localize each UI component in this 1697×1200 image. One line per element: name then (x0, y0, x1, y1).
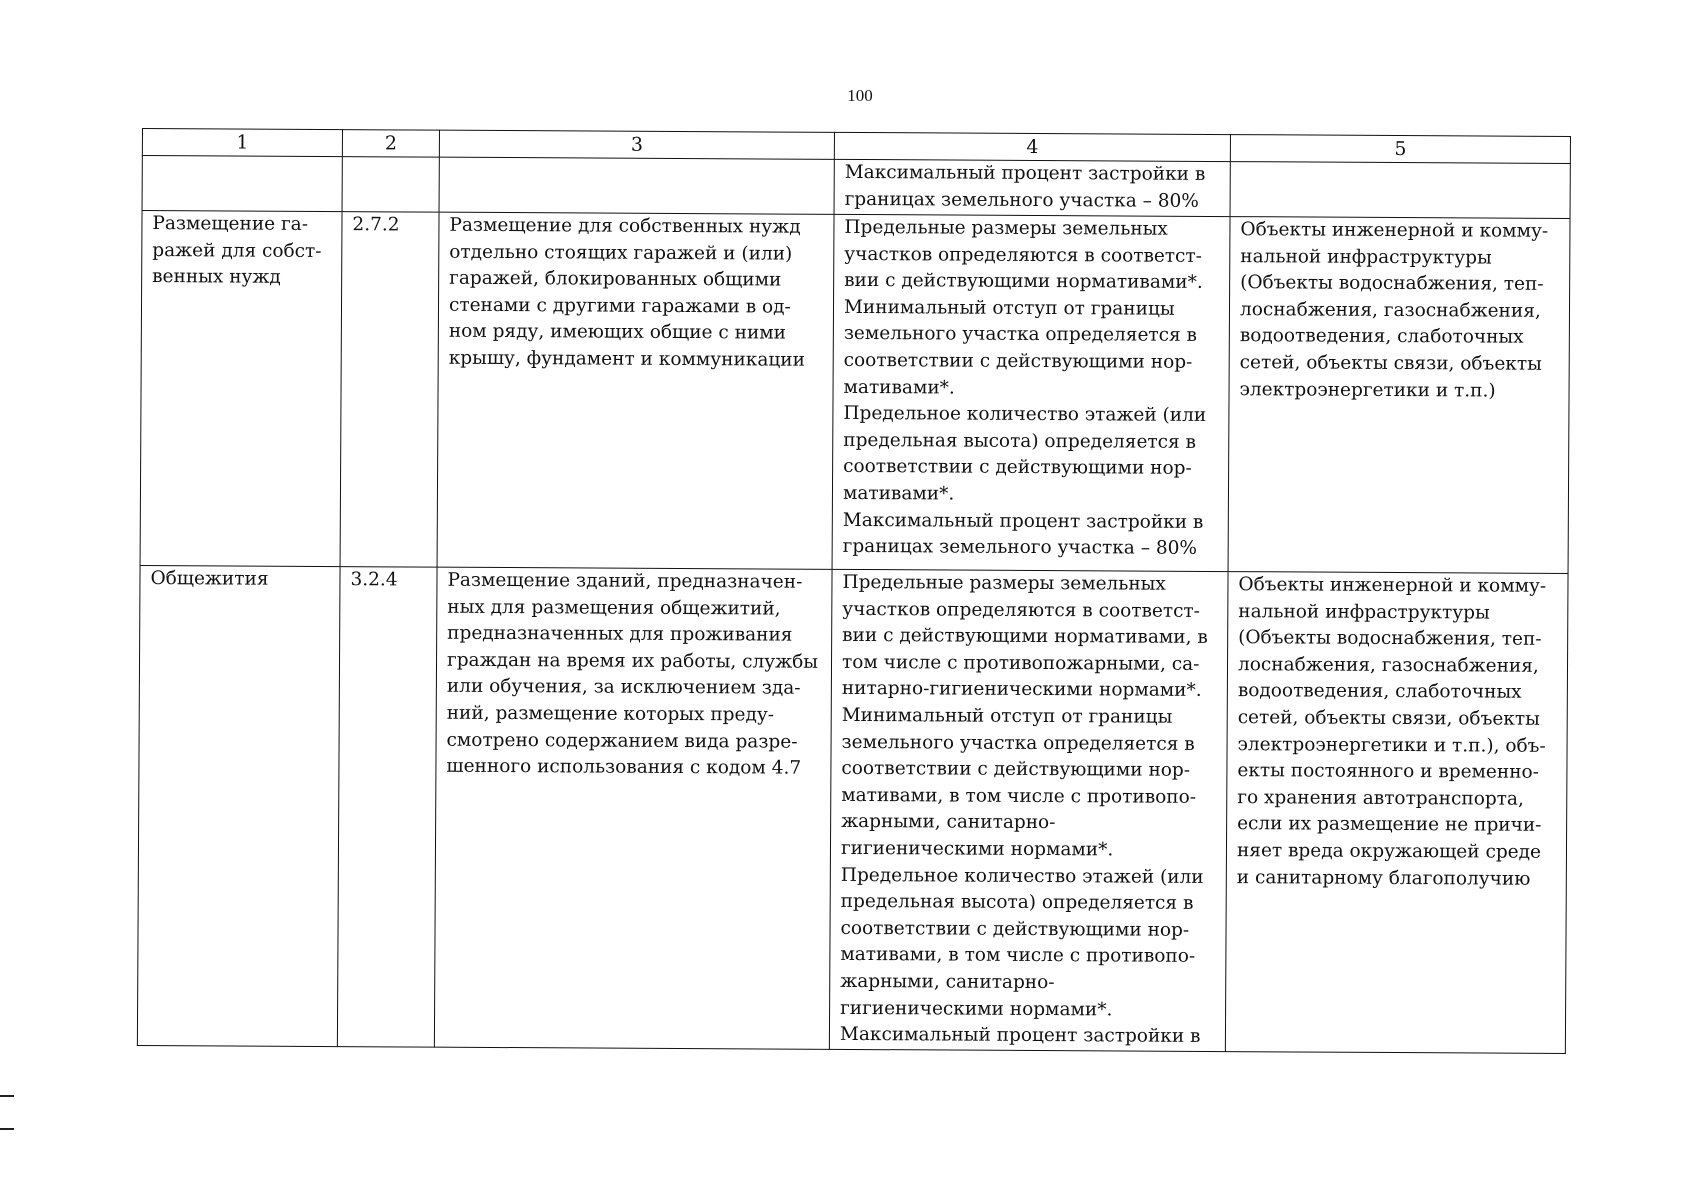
text-line: соответствии с действующими нор- (843, 349, 1193, 373)
text-line: ражей для собст- (152, 239, 322, 262)
text-line: граждан на время их работы, службы (446, 649, 819, 673)
text-line: соответствии с действующими нор- (840, 917, 1190, 941)
text-line: Размещение для собственных нужд (449, 214, 801, 238)
text-line: нальной инфраструктуры (1240, 245, 1492, 269)
text-line: отдельно стоящих гаражей и (или) (449, 241, 793, 265)
text-line: водоотведения, слаботочных (1237, 680, 1522, 704)
text-line: няет вреда окружающей среде (1236, 840, 1542, 863)
text-line: гаражей, блокированных общими (449, 267, 782, 291)
text-line: мативами, в том числе с противопо- (841, 784, 1197, 808)
text-line: жарными, санитарно- (840, 970, 1055, 994)
text-line: ний, размещение которых преду- (446, 702, 775, 726)
text-line: границах земельного участка – 80% (842, 536, 1198, 560)
text-line: Минимальный отступ от границы (843, 296, 1175, 320)
text-line: если их размещение не причи- (1237, 813, 1542, 837)
text-line: Предельное количество этажей (или (840, 864, 1204, 888)
text-line: Размещение зданий, предназначен- (447, 569, 803, 593)
description-cell (437, 212, 834, 569)
text-line: мативами*. (842, 482, 955, 505)
margin-mark (0, 1128, 14, 1130)
text-line: нитарно-гигиеническими нормами*. (841, 678, 1202, 702)
parameters-cell (834, 159, 1230, 216)
text-line: смотрено содержанием вида разре- (446, 729, 798, 753)
objects-cell (1225, 572, 1568, 1054)
text-line: Предельное количество этажей (или (843, 403, 1207, 427)
text-line: и санитарному благополучию (1236, 866, 1531, 890)
text-line: соответствии с действующими нор- (841, 758, 1191, 782)
text-line: предельная высота) определяется в (843, 429, 1197, 453)
column-header-3: 3 (439, 130, 834, 159)
text-line: ном ряду, имеющих общие с ними (448, 321, 787, 344)
text-line: Минимальный отступ от границы (841, 704, 1173, 728)
text-line: Размещение га- (152, 213, 309, 235)
text-line: том числе с противопожарными, са- (841, 651, 1200, 675)
column-header-5: 5 (1230, 135, 1570, 164)
text-line: нальной инфраструктуры (1238, 600, 1490, 624)
use-name-cell (137, 565, 340, 1046)
text-line: крышу, фундамент и коммуникации (448, 347, 806, 371)
text-line: Объекты инженерной и комму- (1240, 219, 1549, 242)
text-line: предельная высота) определяется в (840, 891, 1194, 915)
text-line: шенного использования с кодом 4.7 (446, 755, 802, 779)
code-cell: 2.7.2 (340, 212, 439, 568)
text-line: земельного участка определяется в (843, 323, 1198, 347)
text-line: гигиеническими нормами*. (840, 997, 1113, 1020)
land-use-table (137, 128, 1571, 1054)
text-line: мативами*. (843, 376, 955, 399)
text-line: сетей, объекты связи, объекты (1237, 707, 1540, 730)
parameters-cell (829, 569, 1228, 1051)
parameters-cell (832, 214, 1230, 571)
column-header-4: 4 (834, 132, 1230, 161)
text-line: соответствии с действующими нор- (843, 456, 1192, 480)
text-line: (Объекты водоснабжения, теп- (1240, 272, 1544, 296)
margin-mark (0, 1095, 14, 1097)
text-line: жарными, санитарно- (841, 811, 1056, 834)
use-name-cell (140, 211, 342, 567)
text-line: электроэнергетики и т.п.), объ- (1237, 733, 1546, 757)
code-cell: 3.2.4 (337, 567, 437, 1047)
column-header-2: 2 (342, 130, 439, 158)
text-line: участков определяются в соответст- (844, 243, 1202, 267)
description-cell (434, 567, 832, 1049)
text-line: лоснабжения, газоснабжения, (1239, 298, 1541, 322)
text-line: ных для размещения общежитий, (447, 596, 781, 620)
text-line: Предельные размеры земельных (842, 571, 1166, 595)
text-line: Общежития (150, 568, 269, 590)
text-line: вии с действующими нормативами, в (842, 625, 1208, 649)
text-line: предназначенных для проживания (447, 622, 793, 646)
text-line: екты постоянного и временно- (1237, 760, 1540, 783)
text-line: Максимальный процент застройки в (839, 1024, 1201, 1048)
text-line: границах земельного участка – 80% (844, 188, 1199, 212)
code-cell (342, 157, 439, 213)
column-header-1: 1 (142, 129, 342, 157)
table-row (140, 211, 1570, 574)
table-row (142, 156, 1570, 219)
page-number: 100 (847, 86, 873, 105)
text-line: мативами, в том числе с противопо- (840, 944, 1196, 968)
text-line: стенами с другими гаражами в од- (448, 294, 791, 318)
text-line: гигиеническими нормами*. (840, 837, 1114, 861)
text-line: электроэнергетики и т.п.) (1239, 378, 1496, 402)
text-line: или обучения, за исключением зда- (446, 676, 801, 700)
text-line: (Объекты водоснабжения, теп- (1238, 627, 1542, 651)
description-cell (439, 157, 834, 214)
text-line: земельного участка определяется в (841, 731, 1195, 755)
use-name-cell (142, 156, 342, 212)
table-row (137, 565, 1568, 1053)
text-line: Максимальный процент застройки в (842, 509, 1204, 533)
objects-cell (1228, 217, 1570, 574)
objects-cell (1230, 162, 1570, 219)
text-line: сетей, объекты связи, объекты (1239, 352, 1542, 375)
text-line: Максимальный процент застройки в (844, 161, 1206, 185)
text-line: венных нужд (152, 266, 281, 288)
text-line: Предельные размеры земельных (844, 216, 1168, 240)
text-line: лоснабжения, газоснабжения, (1237, 653, 1539, 677)
text-line: Объекты инженерной и комму- (1238, 574, 1547, 597)
text-line: го хранения автотранспорта, (1237, 786, 1524, 810)
text-line: вии с действующими нормативами*. (844, 270, 1203, 294)
text-line: участков определяются в соответст- (842, 598, 1201, 622)
text-line: водоотведения, слаботочных (1239, 325, 1524, 349)
